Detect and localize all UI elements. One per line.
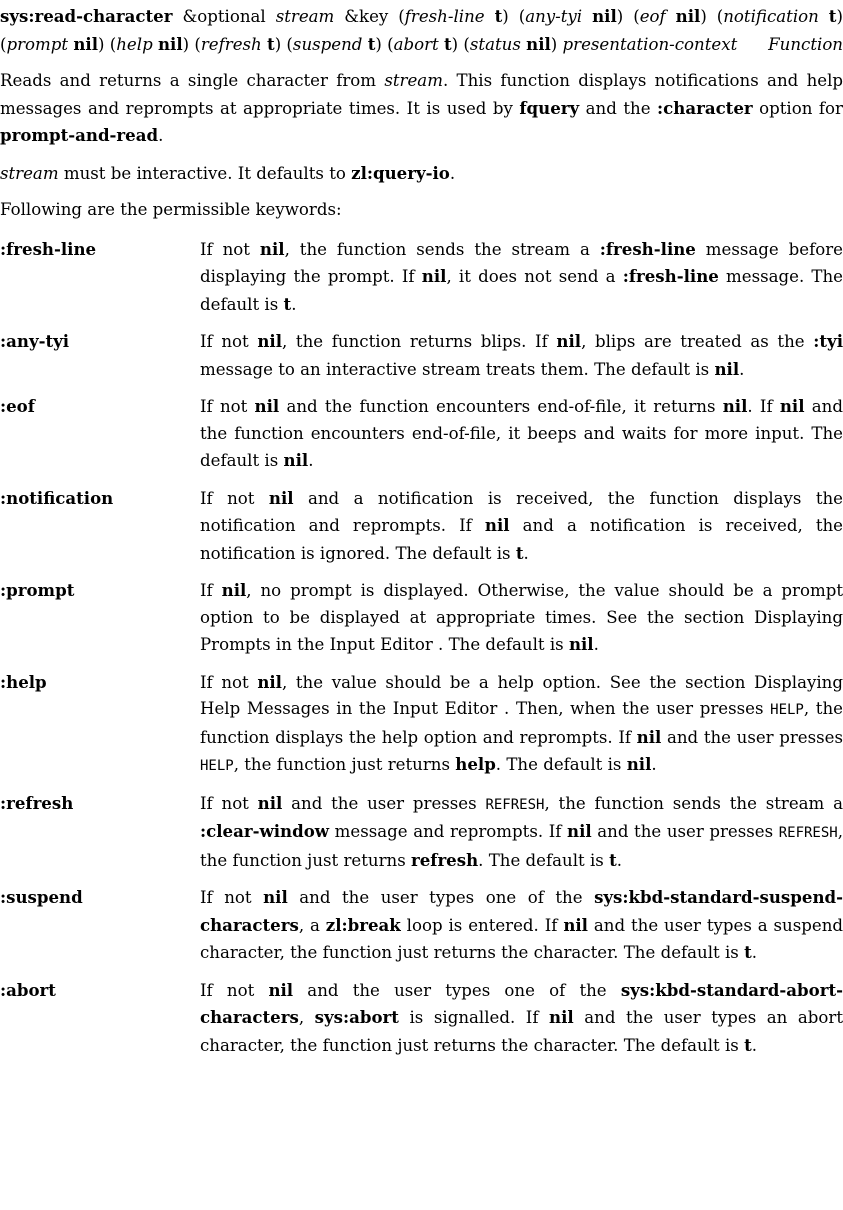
stream-ref: stream (384, 71, 443, 90)
param-name: suspend (292, 34, 363, 54)
text: . This function displays notifications and help messages and reprompts at appropriate times. It is used by (0, 71, 843, 118)
param-name: eof (639, 7, 666, 26)
param-default: nil (592, 6, 617, 26)
bold-term: nil (722, 396, 748, 416)
keyword-name: :abort (0, 979, 56, 1000)
param-name: any-tyi (525, 7, 583, 26)
help-key-label: HELP (770, 702, 804, 718)
param-default: t (443, 33, 452, 54)
stream-arg: stream (275, 7, 335, 26)
text: message. The default is (200, 267, 843, 314)
param-name: help (116, 34, 153, 54)
text: and a notification is received, the notification is ignored. The default is (200, 516, 843, 563)
text: If not (200, 980, 269, 1000)
bold-term: refresh (411, 849, 479, 870)
keyword-name: :eof (0, 396, 35, 416)
text: and the user presses (282, 793, 486, 813)
keyword-name: :any-tyi (0, 331, 70, 351)
text: , the function just returns (233, 755, 456, 774)
text: . (593, 635, 599, 654)
bold-term: nil (421, 266, 447, 286)
bold-term: nil (283, 450, 309, 470)
bold-term: nil (259, 238, 285, 259)
keyword-description (200, 669, 843, 780)
keyword-entry-refresh (0, 790, 843, 875)
bold-term: sys:kbd-standard-abort-characters (200, 979, 843, 1027)
bold-term: :clear-window (200, 821, 330, 841)
text: If not (200, 332, 258, 351)
text: . (523, 543, 529, 563)
bold-term: nil (257, 792, 283, 813)
bold-term: nil (257, 331, 283, 351)
text: , (298, 1008, 315, 1027)
param-name: abort (393, 34, 439, 54)
description-paragraph (0, 68, 843, 150)
bold-term: nil (563, 914, 588, 935)
bold-term: nil (254, 396, 280, 416)
text: , the function sends the stream a (284, 239, 600, 259)
keyword-description (200, 884, 843, 967)
keyword-entry-abort (0, 977, 843, 1060)
bold-term: t (515, 542, 524, 563)
entry-type: Function (768, 34, 843, 54)
text: , no prompt is displayed. Otherwise, the value should be a prompt option to be displayed at appropriate times. See the section Displaying Prompts in the Input Editor . The default is (200, 581, 843, 654)
text: . If (747, 397, 780, 416)
text: and the user types one of the (287, 888, 595, 907)
text: If not (200, 397, 255, 416)
param-default: nil (675, 6, 701, 26)
keyword-entry-fresh-line (0, 236, 843, 319)
text: If not (200, 888, 264, 907)
bold-term: nil (263, 887, 288, 907)
keyword-description (200, 393, 843, 475)
text: and the user presses (591, 822, 779, 841)
bold-term: nil (268, 979, 294, 1000)
text: . (291, 294, 297, 314)
keyword-entry-eof (0, 393, 843, 475)
keyword-description (200, 577, 843, 659)
keyword-description (200, 977, 843, 1060)
text: , the function returns blips. If (282, 332, 557, 351)
param-default: nil (73, 33, 99, 54)
keyword-name: :refresh (0, 792, 74, 813)
text: , the value should be a help option. See the section Displaying Help Messages in the Input Editor . Then, when the user presses (200, 672, 843, 718)
param-default: t (367, 33, 376, 54)
last-param: presentation-context (562, 34, 738, 54)
text: . (308, 451, 314, 470)
bold-term: nil (779, 396, 805, 416)
bold-term: nil (268, 487, 294, 508)
bold-term: sys:abort (314, 1007, 399, 1027)
text: message and reprompts. If (329, 822, 567, 841)
keyword-name: :prompt (0, 580, 75, 600)
param-default: t (494, 6, 503, 26)
text: loop is entered. If (400, 915, 564, 935)
keyword-name: :help (0, 671, 47, 692)
stream-paragraph (0, 160, 843, 188)
text: . (449, 163, 456, 183)
text: . (739, 359, 745, 379)
bold-term: nil (714, 358, 740, 379)
param-default: nil (157, 33, 183, 54)
text: , the function just returns (200, 822, 843, 870)
text: message to an interactive stream treats them. The default is (200, 359, 715, 379)
keyword-description (200, 328, 843, 383)
keyword-name: :notification (0, 487, 114, 508)
prompt-and-read-ref: prompt-and-read (0, 125, 159, 145)
param-name: status (469, 34, 521, 54)
text: If not (200, 488, 269, 508)
bold-term: :tyi (813, 331, 843, 351)
text: and the function encounters end-of-file, it returns (279, 397, 723, 416)
text: If not (200, 793, 258, 813)
param-name: refresh (200, 34, 262, 54)
keyword-name: :fresh-line (0, 238, 97, 259)
text: and the user types an abort character, the function just returns the character. The default is (200, 1008, 843, 1055)
text: and the user presses (661, 727, 843, 747)
param-name: notification (723, 7, 819, 26)
text: . (751, 943, 758, 962)
function-signature: sys:read-character &optional stream &key (fresh-line t) (any-tyi nil) (eof nil) (notification t) (prompt nil) (help nil) (refresh t) (suspend t) (abort t) (status nil) presentation-context (0, 6, 843, 54)
bold-term: nil (568, 634, 594, 654)
bold-term: :fresh-line (599, 238, 696, 259)
param-name: fresh-line (404, 7, 485, 26)
keyword-entry-help (0, 669, 843, 780)
text: message before displaying the prompt. If (200, 239, 843, 286)
bold-term: :fresh-line (622, 266, 719, 286)
bold-term: zl:break (325, 914, 401, 935)
text: and the user types one of the (293, 980, 621, 1000)
text: and the user types a suspend character, the function just returns the character. The default is (200, 915, 843, 962)
keyword-entry-any-tyi (0, 328, 843, 383)
stream-ref: stream (0, 163, 59, 183)
text: , blips are treated as the (581, 332, 814, 351)
bold-term: nil (556, 331, 582, 351)
bold-term: sys:kbd-standard-suspend-characters (200, 887, 843, 935)
text: If not (200, 672, 258, 692)
text: . (751, 1035, 758, 1055)
keyword-description (200, 236, 843, 319)
text: and the function encounters end-of-file, it beeps and waits for more input. The default is (200, 397, 843, 470)
text: . (158, 126, 164, 145)
refresh-key-label: REFRESH (778, 825, 838, 841)
bold-term: nil (484, 515, 510, 535)
fquery-ref: fquery (519, 97, 580, 118)
text: , a (298, 915, 326, 935)
bold-term: t (283, 293, 292, 314)
bold-term: t (744, 942, 752, 962)
query-io-ref: zl:query-io (351, 162, 450, 183)
text: . The default is (478, 850, 610, 870)
text: . The default is (495, 755, 627, 774)
text: must be interactive. It defaults to (58, 163, 352, 183)
param-default: t (267, 33, 275, 54)
keyword-entry-suspend (0, 884, 843, 967)
param-default: nil (526, 33, 551, 54)
text: , it does not send a (446, 267, 623, 286)
bold-term: nil (549, 1007, 574, 1027)
bold-term: nil (636, 726, 662, 747)
function-name: sys:read-character (0, 6, 173, 26)
keyword-entry-notification (0, 485, 843, 568)
character-option-ref: :character (657, 97, 753, 118)
text: , the function sends the stream a (544, 793, 843, 813)
refresh-key-label: REFRESH (485, 796, 545, 813)
text: , the function displays the help option and reprompts. If (200, 699, 843, 747)
bold-term: nil (567, 821, 592, 841)
keywords-intro: Following are the permissible keywords: (0, 200, 342, 219)
text: and a notification is received, the function displays the notification and reprompts. If (200, 488, 843, 535)
bold-term: nil (221, 580, 247, 600)
text: . (616, 850, 623, 870)
param-name: prompt (6, 34, 69, 54)
text: . (651, 755, 657, 774)
text: is signalled. If (398, 1008, 550, 1027)
keyword-entry-prompt (0, 577, 843, 659)
bold-term: nil (257, 671, 282, 692)
keyword-name: :suspend (0, 887, 83, 907)
param-default: t (828, 6, 837, 26)
keyword-description (200, 485, 843, 568)
bold-term: nil (626, 754, 652, 774)
bold-term: help (455, 754, 496, 774)
text: If (200, 581, 222, 600)
text: and the (579, 98, 658, 118)
keyword-description (200, 790, 843, 875)
text: Reads and returns a single character from (0, 71, 385, 90)
optional-marker: &optional (182, 7, 266, 26)
bold-term: t (744, 1034, 752, 1055)
help-key-label: HELP (200, 758, 234, 774)
bold-term: t (609, 849, 617, 870)
text: option for (752, 98, 843, 118)
text: If not (200, 239, 260, 259)
key-marker: &key (344, 7, 389, 26)
